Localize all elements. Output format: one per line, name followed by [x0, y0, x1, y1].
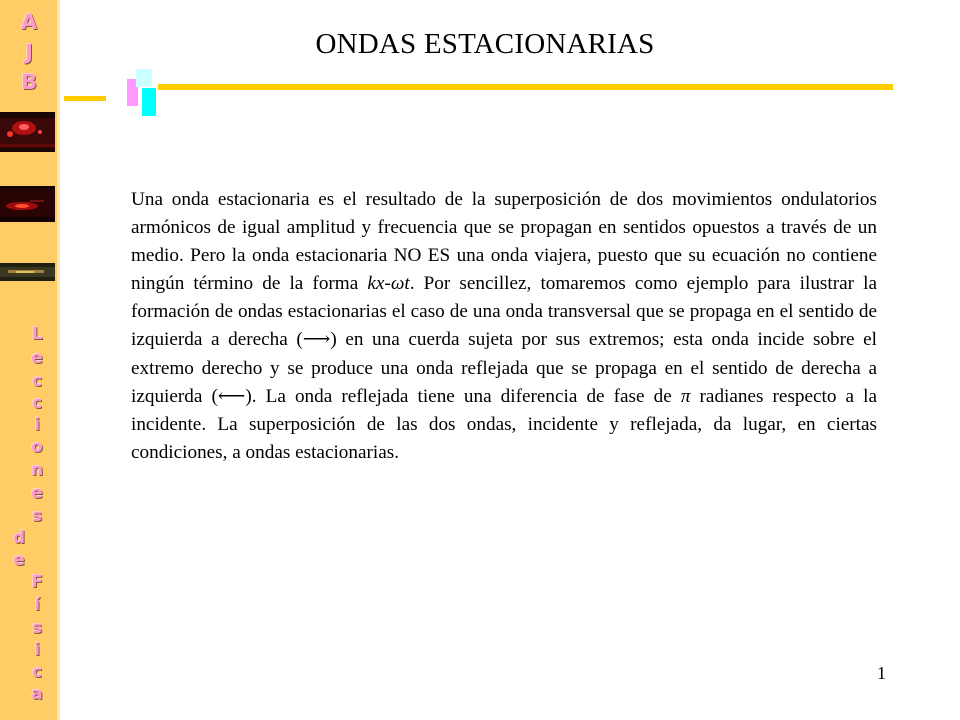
- body-paragraph: [131, 186, 877, 467]
- deco-cyan-block: [142, 88, 156, 116]
- accent-bar-right: [158, 84, 893, 90]
- paragraph-text: Una onda estacionaria es el resultado de la superposición de dos movimientos ondulatorios armónicos de igual amplitud y frecuencia que se propagan en sentidos opuestos a través de un medio. Pero la onda estacionaria NO ES una onda viajera, puesto que su ecuación no contiene ningún término de la forma: [131, 189, 877, 295]
- slide-title: ONDAS ESTACIONARIAS: [315, 28, 655, 60]
- vertical-letter: c: [31, 662, 43, 682]
- vertical-letter: e: [31, 483, 43, 503]
- vertical-letter: s: [31, 506, 43, 526]
- page-number: 1: [877, 663, 886, 683]
- paragraph-text: ) en una cuerda sujeta por sus extremos; esta onda incide sobre el extremo derecho y se produce una onda reflejada que se propaga en el sentido de derecha a izquierda (: [131, 329, 877, 407]
- vertical-letter: d: [12, 528, 26, 548]
- vertical-letter: c: [31, 393, 43, 413]
- vertical-letter: e: [13, 550, 25, 570]
- vertical-letter: e: [31, 348, 43, 368]
- thumbnail-red-glow: [0, 112, 55, 152]
- logo-letter-b: B: [20, 70, 37, 94]
- paragraph-text: . Por sencillez, tomaremos como ejemplo para ilustrar la formación de ondas estacionarias el caso de una onda transversal que se propaga en el sentido de izquierda a derecha (: [131, 273, 877, 351]
- vertical-letter: c: [31, 371, 43, 391]
- vertical-letter: a: [31, 684, 43, 704]
- formula-kx: kx: [367, 273, 385, 295]
- thumbnail-dark-line: [0, 263, 55, 281]
- vertical-letter: s: [31, 618, 43, 638]
- vertical-letter: L: [31, 324, 43, 344]
- vertical-letter: n: [30, 460, 44, 480]
- thumbnail-red-streak: [0, 186, 55, 222]
- logo-letter-a: A: [20, 10, 38, 34]
- vertical-letter: í: [34, 595, 40, 615]
- symbol-pi: π: [680, 385, 691, 407]
- paragraph-text: ). La onda reflejada tiene una diferencia de fase de: [245, 385, 681, 407]
- deco-lightcyan-block: [136, 69, 152, 87]
- left-arrow-icon: ⟵: [217, 385, 246, 407]
- sidebar-edge: [57, 0, 60, 720]
- vertical-letter: i: [34, 415, 40, 435]
- formula-t: t: [404, 273, 410, 295]
- formula-omega: ω: [390, 273, 405, 295]
- paragraph-text: radianes respecto a la incidente. La superposición de las dos ondas, incidente y reflejada, da lugar, en ciertas condiciones, a ondas estacionarias.: [131, 385, 877, 463]
- right-arrow-icon: ⟶: [302, 329, 331, 351]
- formula-minus: -: [384, 273, 391, 295]
- vertical-letter: i: [34, 640, 40, 660]
- vertical-letter: F: [31, 572, 43, 592]
- vertical-letter: o: [31, 437, 43, 457]
- logo-letter-j: J: [25, 40, 33, 64]
- accent-bar-left: [64, 96, 106, 101]
